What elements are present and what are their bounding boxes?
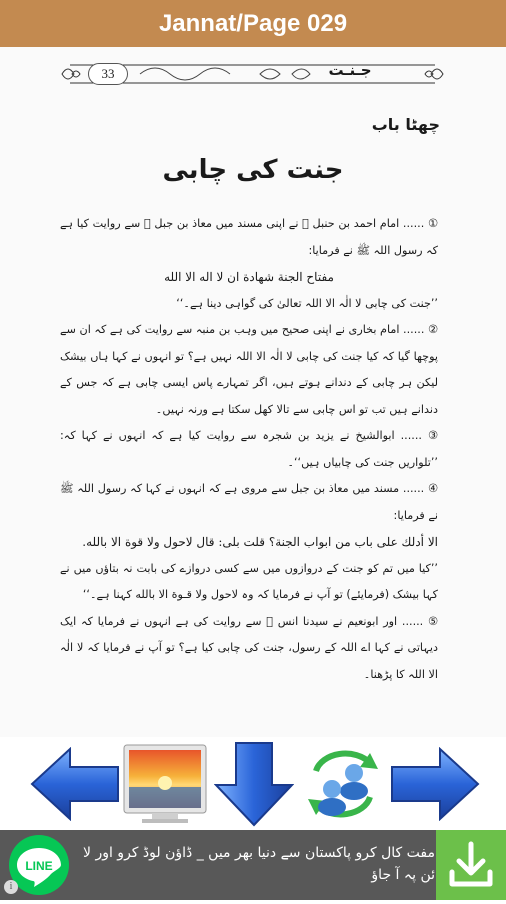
paragraph: ⑤ ...... اور ابونعیم نے سیدنا انس ﷜ سے روایت کی ہے انہوں نے فرمایا کہ ایک دیہاتی نے کہا اے اللہ کے رسول، جنت کی چابی کیا ہے؟ تو آپ نے فرمایا کہ لا الٰہ الا اللہ کا پڑھنا۔ [60,614,438,681]
page-number: 33 [88,63,128,85]
download-icon [436,830,506,900]
running-head: جـنـت [328,61,372,79]
paragraph: ③ ...... ابوالشیخ نے یزید بن شجرہ سے روایت کیا ہے کہ انہوں نے کہا کہ: ’’تلواریں جنت کی چابیاں ہیں‘‘۔ [60,429,438,469]
title-bar [0,0,506,47]
download-arrow-icon[interactable] [214,741,294,827]
page-title: Jannat/Page 029 [158,9,348,37]
page-body [60,211,438,688]
back-arrow-icon[interactable] [30,747,120,821]
paragraph: ① ...... امام احمد بن حنبل ﷫ نے اپنی مسند میں معاذ بن جبل ﷜ سے روایت کیا ہے کہ رسول اللہ ﷺ نے فرمایا: [60,217,438,257]
arabic-text: الا أدلك على باب من ابواب الجنة؟ قلت بلى: قال لاحول ولا قوة الا بالله. [82,535,438,549]
forward-arrow-icon[interactable] [390,747,480,821]
ad-text[interactable]: مفت کال کرو پاکستان سے دنیا بھر میں _ ڈاؤن لوڈ کرو اور لا ئن پہ آ جاؤ [83,845,435,883]
chapter-label: چھٹا باب [371,115,440,134]
navigation-bar [0,737,506,830]
ad-download-button[interactable] [436,830,506,900]
line-logo-text: LINE [25,859,53,873]
section-heading: جنت کی چابی [162,155,344,185]
ad-info-icon[interactable]: i [4,880,18,894]
paragraph: ② ...... امام بخاری نے اپنی صحیح میں وہب بن منبہ سے روایت کی ہے کہ ان سے پوچھا گیا کہ کیا جنت کی چابی لا الٰہ الا اللہ نہیں ہے؟ تو انہوں نے کہا ہاں بیشک لیکن ہر چابی کے دندانے ہوتے ہیں، اگر تمہارے پاس ایسی چابی ہے کہ جس کے دندانے ہیں تب تو اس چابی سے تالا کھل سکتا ہے ورنہ نہیں۔ [60,323,438,416]
share-users-icon[interactable] [298,743,388,825]
paragraph: ’’جنت کی چابی لا الٰہ الا اللہ تعالیٰ کی گواہی دینا ہے۔‘‘ [176,296,438,310]
book-page [0,47,506,737]
paragraph: ’’کیا میں تم کو جنت کے دروازوں میں سے کسی دروازے کی بابت نہ بتاؤں میں نے کہا بیشک (فرمایئے) تو آپ نے فرمایا کہ وہ لاحول ولا قـوة الا بالله کہنا ہے۔‘‘ [60,561,438,601]
gallery-icon[interactable] [122,743,208,825]
ad-banner[interactable] [0,830,506,900]
arabic-text: مفتاح الجنة شهادة ان لا اله الا الله [164,270,334,284]
paragraph: ④ ...... مسند میں معاذ بن جبل سے مروی ہے کہ انہوں نے کہا کہ رسول اللہ ﷺ نے فرمایا: [60,482,438,522]
